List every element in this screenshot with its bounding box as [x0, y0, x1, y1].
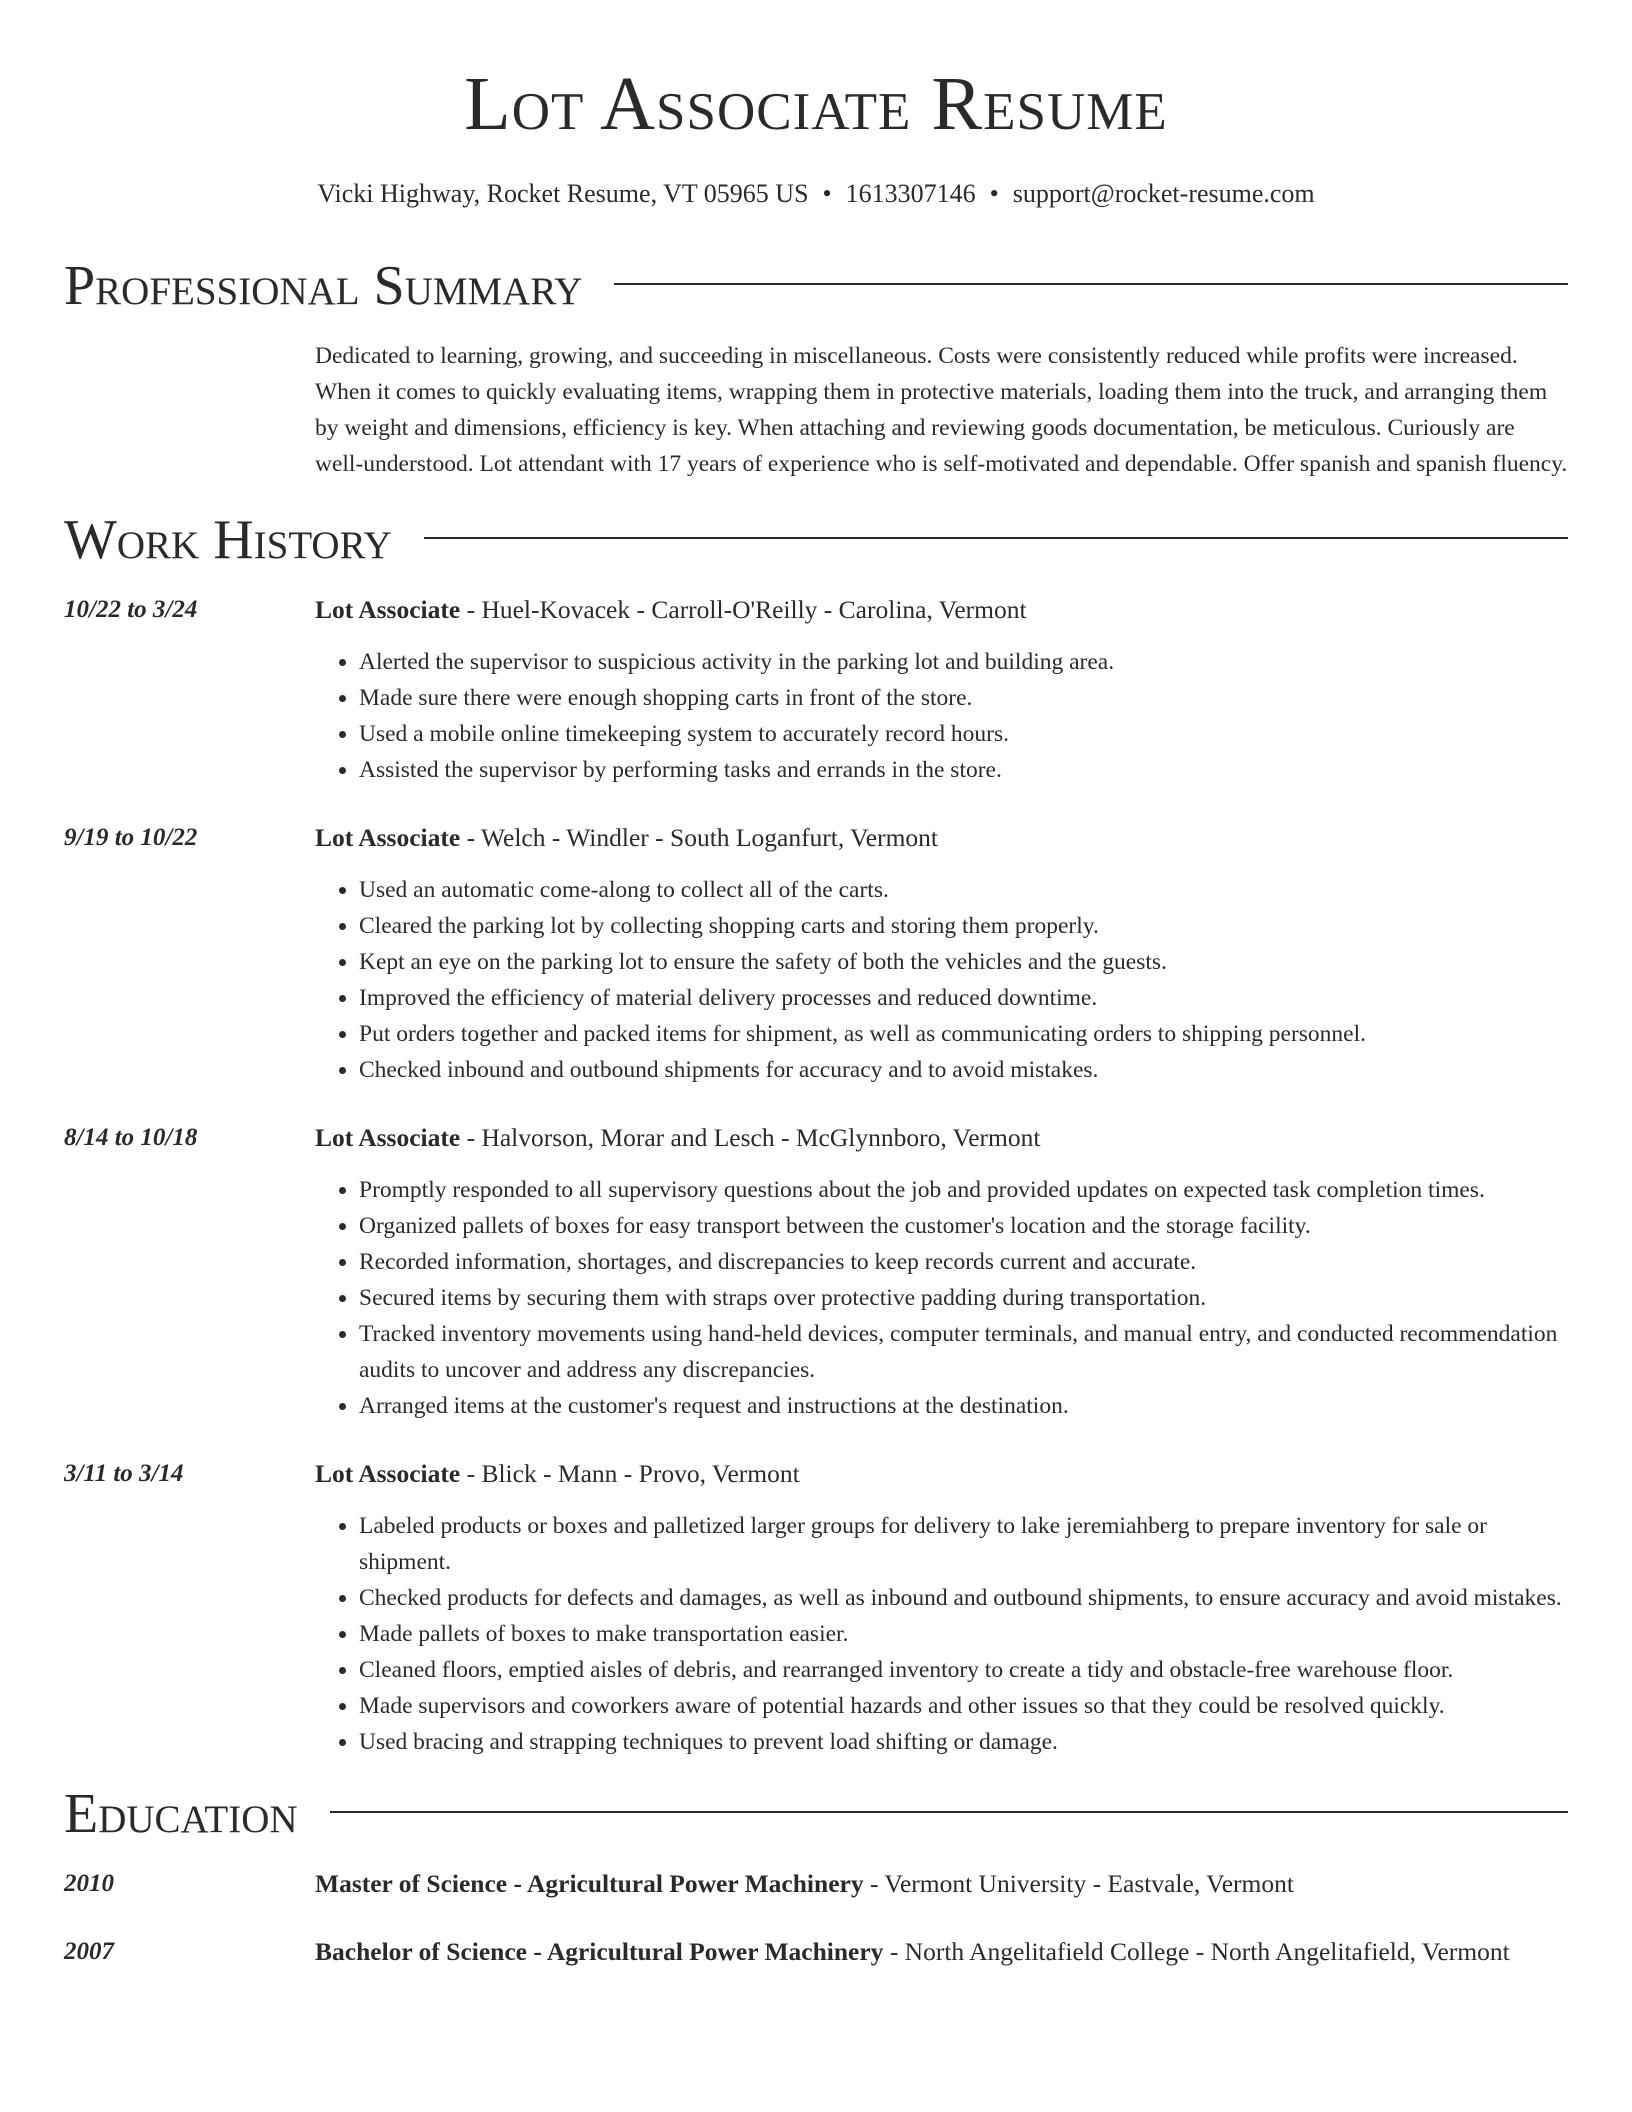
contact-address: Vicki Highway, Rocket Resume, VT 05965 US: [317, 179, 809, 208]
education-line: [315, 1934, 1568, 1970]
job-duties: [315, 1172, 1568, 1424]
job-role: Lot Associate: [315, 595, 461, 624]
education-list: [64, 1866, 1568, 1970]
education-entry: [64, 1934, 1568, 1970]
summary-heading: Professional Summary: [64, 255, 583, 317]
summary-section-header: [64, 256, 1568, 316]
contact-separator: •: [989, 179, 999, 208]
job-duties: [315, 1508, 1568, 1760]
job-duty: • Improved the efficiency of material delivery processes and reduced downtime.: [359, 980, 1568, 1016]
section-divider: [614, 283, 1568, 285]
resume-title: Lot Associate Resume: [464, 62, 1168, 146]
education-degree: Master of Science - Agricultural Power Machinery: [315, 1869, 864, 1898]
job-entry: [64, 1456, 1568, 1760]
job-entry: [64, 820, 1568, 1088]
job-dates: 8/14 to 10/18: [64, 1124, 198, 1151]
contact-phone: 1613307146: [845, 179, 976, 208]
work-history-list: [64, 592, 1568, 1760]
job-title-line: [315, 592, 1568, 628]
job-duty: • Kept an eye on the parking lot to ensure the safety of both the vehicles and the guests.: [359, 944, 1568, 980]
contact-email: support@rocket-resume.com: [1012, 179, 1315, 208]
job-duties: [315, 644, 1568, 788]
contact-separator: •: [822, 179, 832, 208]
job-duty: • Used an automatic come-along to collect all of the carts.: [359, 872, 1568, 908]
job-duty: • Arranged items at the customer's request and instructions at the destination.: [359, 1388, 1568, 1424]
education-degree: Bachelor of Science - Agricultural Power Machinery: [315, 1937, 884, 1966]
job-duty: • Cleared the parking lot by collecting shopping carts and storing them properly.: [359, 908, 1568, 944]
job-duty: • Recorded information, shortages, and discrepancies to keep records current and accurate.: [359, 1244, 1568, 1280]
job-dates: 9/19 to 10/22: [64, 824, 198, 851]
education-heading: Education: [64, 1783, 298, 1845]
job-title-line: [315, 1120, 1568, 1156]
education-year: 2007: [64, 1938, 114, 1965]
job-employer: - Blick - Mann - Provo, Vermont: [460, 1459, 800, 1488]
job-employer: - Halvorson, Morar and Lesch - McGlynnboro, Vermont: [460, 1123, 1041, 1152]
job-duty: • Made pallets of boxes to make transportation easier.: [359, 1616, 1568, 1652]
job-duty: • Cleaned floors, emptied aisles of debris, and rearranged inventory to create a tidy and obstacle-free warehouse floor.: [359, 1652, 1568, 1688]
job-duty: • Put orders together and packed items for shipment, as well as communicating orders to shipping personnel.: [359, 1016, 1568, 1052]
education-year: 2010: [64, 1870, 114, 1897]
job-duty: • Checked inbound and outbound shipments for accuracy and to avoid mistakes.: [359, 1052, 1568, 1088]
education-section-header: [64, 1784, 1568, 1844]
job-entry: [64, 592, 1568, 788]
job-duty: • Alerted the supervisor to suspicious activity in the parking lot and building area.: [359, 644, 1568, 680]
job-duty: • Secured items by securing them with straps over protective padding during transportation.: [359, 1280, 1568, 1316]
work-section-header: [64, 510, 1568, 570]
job-duty: • Made supervisors and coworkers aware of potential hazards and other issues so that they could be resolved quickly.: [359, 1688, 1568, 1724]
education-school: - North Angelitafield College - North Angelitafield, Vermont: [883, 1937, 1510, 1966]
job-employer: - Welch - Windler - South Loganfurt, Vermont: [460, 823, 938, 852]
job-duty: • Assisted the supervisor by performing tasks and errands in the store.: [359, 752, 1568, 788]
job-duty: • Used a mobile online timekeeping system to accurately record hours.: [359, 716, 1568, 752]
education-entry: [64, 1866, 1568, 1902]
summary-text: Dedicated to learning, growing, and succeeding in miscellaneous. Costs were consistently reduced while profits were increased. When it comes to quickly evaluating items, wrapping them in protective materials, loading them into the truck, and arranging them by weight and dimensions, efficiency is key. When attaching and reviewing goods documentation, be meticulous. Curiously are well-understood. Lot attendant with 17 years of experience who is self-motivated and dependable. Offer spanish and spanish fluency.: [315, 343, 1568, 477]
job-duty: • Labeled products or boxes and palletized larger groups for delivery to lake jeremiahberg to prepare inventory for sale or shipment.: [359, 1508, 1568, 1580]
job-dates: 3/11 to 3/14: [64, 1460, 184, 1487]
job-duty: • Promptly responded to all supervisory questions about the job and provided updates on expected task completion times.: [359, 1172, 1568, 1208]
section-divider: [330, 1811, 1568, 1813]
contact-line: [64, 178, 1568, 210]
section-divider: [424, 537, 1568, 539]
education-school: - Vermont University - Eastvale, Vermont: [863, 1869, 1294, 1898]
job-duty: • Made sure there were enough shopping carts in front of the store.: [359, 680, 1568, 716]
job-role: Lot Associate: [315, 1123, 461, 1152]
education-line: [315, 1866, 1568, 1902]
job-role: Lot Associate: [315, 1459, 461, 1488]
work-heading: Work History: [64, 509, 392, 571]
job-entry: [64, 1120, 1568, 1424]
job-duty: • Used bracing and strapping techniques to prevent load shifting or damage.: [359, 1724, 1568, 1760]
job-title-line: [315, 1456, 1568, 1492]
job-duty: • Tracked inventory movements using hand-held devices, computer terminals, and manual entry, and conducted recommendation audits to uncover and address any discrepancies.: [359, 1316, 1568, 1388]
job-duties: [315, 872, 1568, 1088]
job-title-line: [315, 820, 1568, 856]
job-role: Lot Associate: [315, 823, 461, 852]
job-dates: 10/22 to 3/24: [64, 596, 198, 623]
job-duty: • Organized pallets of boxes for easy transport between the customer's location and the storage facility.: [359, 1208, 1568, 1244]
job-duty: • Checked products for defects and damages, as well as inbound and outbound shipments, to ensure accuracy and avoid mistakes.: [359, 1580, 1568, 1616]
job-employer: - Huel-Kovacek - Carroll-O'Reilly - Carolina, Vermont: [460, 595, 1027, 624]
